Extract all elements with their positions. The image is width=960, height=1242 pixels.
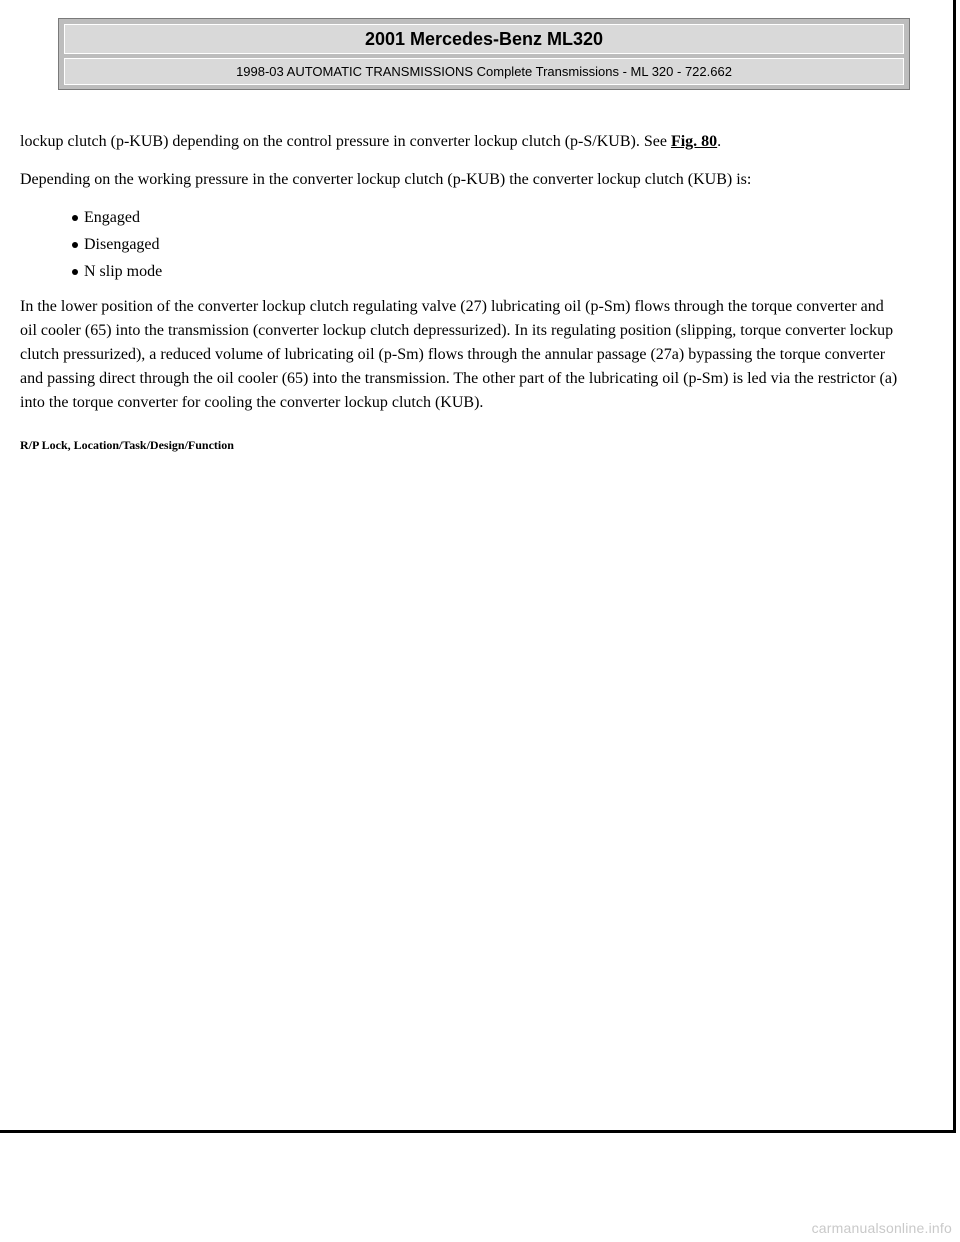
paragraph-text: lockup clutch (p-KUB) depending on the control pressure in converter lockup clutch (p-S/KUB). See xyxy=(20,133,671,150)
list-item-n-slip-mode: N slip mode xyxy=(84,258,900,285)
paragraph-continuation xyxy=(20,130,900,154)
header-subtitle: 1998-03 AUTOMATIC TRANSMISSIONS Complete Transmissions - ML 320 - 722.662 xyxy=(64,58,904,85)
fig-80-link[interactable]: Fig. 80 xyxy=(670,133,718,150)
paragraph-lower-position: In the lower position of the converter lockup clutch regulating valve (27) lubricating oil (p-Sm) flows through the torque converter and oil cooler (65) into the transmission (converter lockup clutch depressurized). In its regulating position (slipping, torque converter lockup clutch pressurized), a reduced volume of lubricating oil (p-Sm) flows through the annular passage (27a) bypassing the torque converter and passing direct through the oil cooler (65) into the transmission. The other part of the lubricating oil (p-Sm) is led via the restrictor (a) into the torque converter for cooling the converter lockup clutch (KUB). xyxy=(20,298,898,411)
watermark: carmanualsonline.info xyxy=(811,1220,952,1236)
clutch-state-list xyxy=(20,204,900,285)
list-item-engaged: Engaged xyxy=(84,204,900,231)
section-heading-rp-lock: R/P Lock, Location/Task/Design/Function xyxy=(20,438,234,452)
paragraph-period: . xyxy=(717,133,722,150)
document-header xyxy=(58,18,910,90)
document-body xyxy=(20,130,900,453)
header-title: 2001 Mercedes-Benz ML320 xyxy=(64,24,904,54)
list-item-disengaged: Disengaged xyxy=(84,231,900,258)
paragraph-working-pressure: Depending on the working pressure in the converter lockup clutch (p-KUB) the converter lockup clutch (KUB) is: xyxy=(20,171,752,188)
